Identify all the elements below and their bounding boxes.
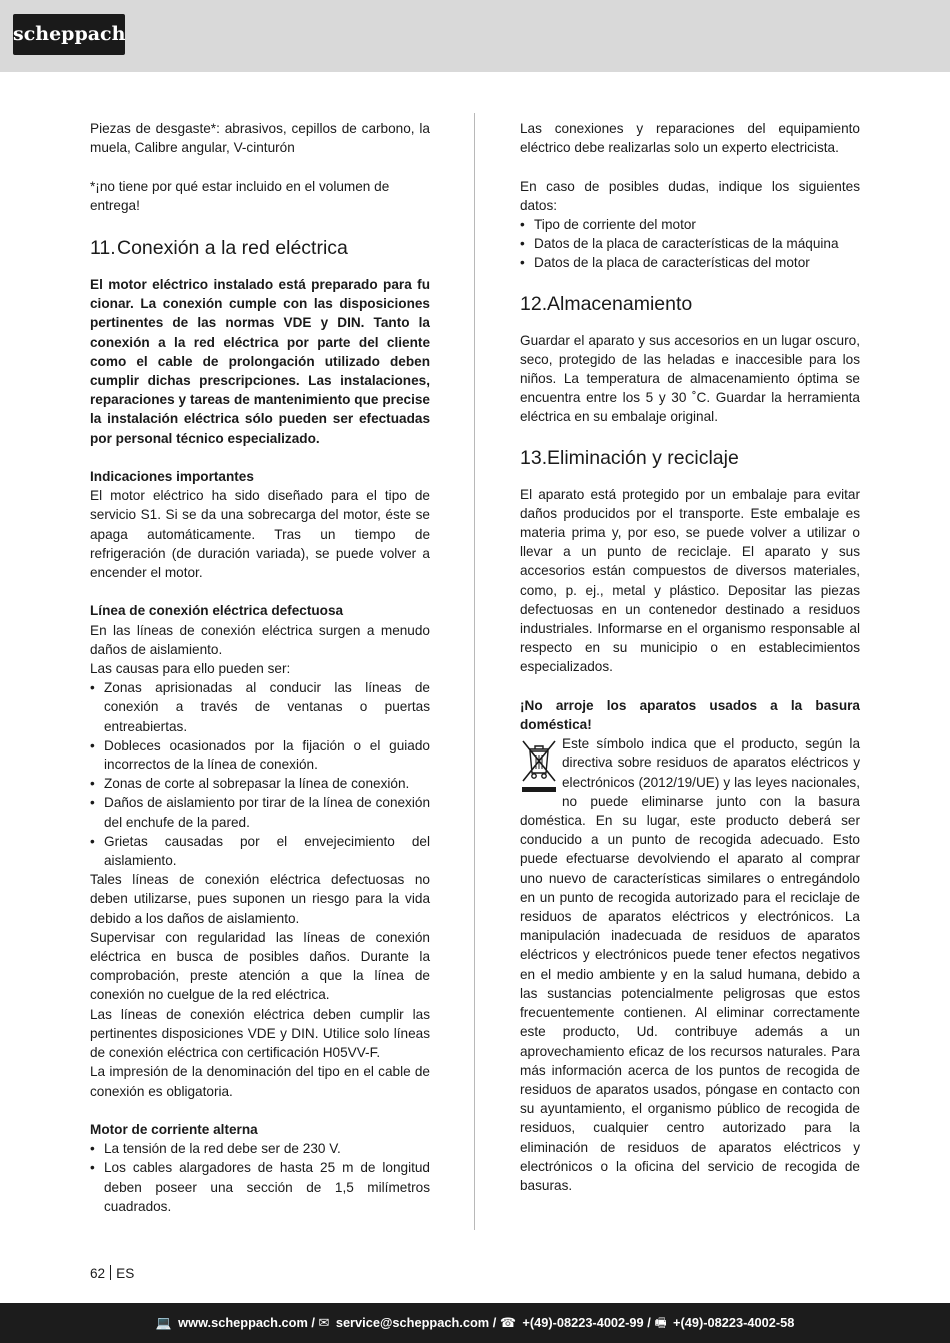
brand-logo <box>13 14 125 55</box>
header-band <box>0 0 950 72</box>
footer-phone: +(49)-08223-4002-99 <box>522 1315 644 1330</box>
doubt-list <box>520 215 860 273</box>
list-item: • La tensión de la red debe ser de 230 V. <box>90 1139 430 1158</box>
list-item: • Dobleces ocasionados por la fijación o el guiado incorrectos de la línea de conexión. <box>90 736 430 774</box>
footer-separator: / <box>492 1315 497 1330</box>
expert-text: Las conexiones y reparaciones del equipamiento eléctrico debe realizarlas solo un experto electricista. <box>520 121 860 156</box>
list-item: • Zonas de corte al sobrepasar la línea de conexión. <box>90 774 430 793</box>
wear-parts-text: Piezas de desgaste*: abrasivos, cepillos de carbono, la muela, Calibre angular, V-cinturón <box>90 121 430 156</box>
faulty-line-heading: Línea de conexión eléctrica defectuosa <box>90 603 344 619</box>
footer-separator: / <box>647 1315 651 1330</box>
section-heading-12 <box>520 291 860 317</box>
list-item: • Zonas aprisionadas al conducir las líneas de conexión a través de ventanas o puertas entreabiertas. <box>90 678 430 736</box>
list-item: • Los cables alargadores de hasta 25 m de longitud deben poseer una sección de 1,5 milímetros cuadrados. <box>90 1158 430 1216</box>
footer-email-link[interactable]: service@scheppach.com <box>335 1315 490 1330</box>
section-number: 12. <box>520 292 548 315</box>
footer-web-link[interactable]: www.scheppach.com <box>178 1315 308 1330</box>
left-column <box>90 119 430 1216</box>
page-number <box>90 1264 134 1283</box>
connection-intro: El motor eléctrico instalado está preparado para fu cionar. La conexión cumple con las disposiciones pertinentes de las normas VDE y DIN. Tanto la conexión a la red eléctrica por parte del cliente como el cable de prolongación utilizado deben cumplir dichas prescripciones. Las instalaciones, reparaciones y tareas de mantenimiento que precise la instalación eléctrica sólo pueden ser efectuadas por personal técnico especializado. <box>90 277 430 446</box>
list-item: • Grietas causadas por el envejecimiento del aislamiento. <box>90 832 430 870</box>
footer-fax: +(49)-08223-4002-58 <box>673 1315 795 1330</box>
not-included-note: *¡no tiene por qué estar incluido en el volumen de entrega! <box>90 178 390 213</box>
faulty-line-standards: Las líneas de conexión eléctrica deben cumplir las pertinentes disposiciones VDE y DIN. Utilice solo líneas de conexión eléctrica con certificación H05VV-F. <box>90 1006 430 1061</box>
faulty-line-text: En las líneas de conexión eléctrica surgen a menudo daños de aislamiento. <box>90 622 430 657</box>
important-text: El motor eléctrico ha sido diseñado para el tipo de servicio S1. Si se da una sobrecarga del motor, éste se apaga automáticamente. Tras un tiempo de refrigeración (de duración variada), se puede volver a encender el motor. <box>90 488 430 581</box>
logo-text: scheppach <box>13 23 126 45</box>
section-heading-11 <box>90 235 430 261</box>
list-item: • Datos de la placa de características de la máquina <box>520 234 860 253</box>
footer-contact-bar <box>0 1303 950 1343</box>
section-title: Eliminación y reciclaje <box>547 446 739 469</box>
important-heading: Indicaciones importantes <box>90 469 254 485</box>
doubt-text: En caso de posibles dudas, indique los siguientes datos: <box>520 178 860 213</box>
section-number: 11. <box>90 237 116 259</box>
section-heading-13 <box>520 445 860 471</box>
section-title: Almacenamiento <box>547 292 693 315</box>
crossed-bin-icon <box>520 737 558 795</box>
faulty-line-warning: Tales líneas de conexión eléctrica defectuosas no deben utilizarse, pues suponen un riesgo para la vida debido a los daños de aislamiento. <box>90 872 430 926</box>
storage-text: Guardar el aparato y sus accesorios en un lugar oscuro, seco, protegido de las heladas e inaccesible para los niños. La temperatura de almacenamiento óptima se encuentra entre los 5 y 30 ˚C. Guardar la herramienta eléctrica en su embalaje original. <box>520 332 860 425</box>
page-language: ES <box>116 1266 135 1281</box>
faulty-causes-list <box>90 678 430 870</box>
faulty-line-inspection: Supervisar con regularidad las líneas de conexión eléctrica en busca de posibles daños. Durante la comprobación, preste atención a que la línea de conexión no cuelgue de la red eléctrica. <box>90 929 430 1003</box>
faulty-causes-intro: Las causas para ello pueden ser: <box>90 661 291 677</box>
section-number: 13. <box>520 446 548 469</box>
fax-icon: 🖷 <box>654 1315 667 1330</box>
column-divider <box>474 113 475 1230</box>
telephone-icon: ☎ <box>499 1315 516 1330</box>
section-title: Conexión a la red eléctrica <box>117 237 348 259</box>
faulty-line-marking: La impresión de la denominación del tipo en el cable de conexión es obligatoria. <box>90 1064 430 1099</box>
weee-text: Este símbolo indica que el producto, según la directiva sobre residuos de aparatos eléctricos y electrónicos (2012/19/UE) y las leyes nacionales, no puede eliminarse junto con la basura doméstica. En su lugar, este producto deberá ser conducido a un punto de recogida adecuado. Esto puede efectuarse devolviendo el aparato al comprar uno nuevo de características similares o entregándolo en un punto de recogida autorizado para el reciclaje de residuos de aparatos eléctricos y electrónicos. La manipulación inadecuada de residuos de aparatos eléctricos y electrónicos puede tener efectos negativos en el medio ambiente y en la salud humana, debido a las sustancias potencialmente peligrosas que estos frecuentemente contienen. Al eliminar correctamente este producto, Ud. contribuye además a un aprovechamiento eficaz de los recursos naturales. Para más información acerca de los puntos de recogida de residuos de aparatos usados, póngase en contacto con su ayuntamiento, el organismo público de recogida de residuos, cualquier centro autorizado para la eliminación de residuos de aparatos eléctricos y electrónicos o la oficina del servicio de recogida de basuras. <box>520 736 860 1193</box>
footer-separator: / <box>311 1315 315 1330</box>
disposal-text: El aparato está protegido por un embalaje para evitar daños producidos por el transporte. Este embalaje es materia prima y, por eso, se puede volver a utilizar o llevar a un punto de reciclaje. El aparato y sus accesorios están compuestos de diversos materiales, como, p. ej., metal y plástico. Depositar las piezas defectuosas en un contenedor destinado a residuos industriales. Informarse en el organismo responsable al respecto en su municipio o en establecimientos especializados. <box>520 486 860 675</box>
list-item: • Tipo de corriente del motor <box>520 215 860 234</box>
page-number-value: 62 <box>90 1266 106 1281</box>
ac-motor-list <box>90 1139 430 1216</box>
envelope-icon: ✉ <box>318 1315 330 1330</box>
household-heading: ¡No arroje los aparatos usados a la basura doméstica! <box>520 697 860 733</box>
list-item: • Datos de la placa de características del motor <box>520 253 860 272</box>
ac-motor-heading: Motor de corriente alterna <box>90 1121 258 1137</box>
right-column <box>520 119 860 1195</box>
list-item: • Daños de aislamiento por tirar de la línea de conexión del enchufe de la pared. <box>90 793 430 831</box>
computer-icon: 💻 <box>155 1315 172 1330</box>
